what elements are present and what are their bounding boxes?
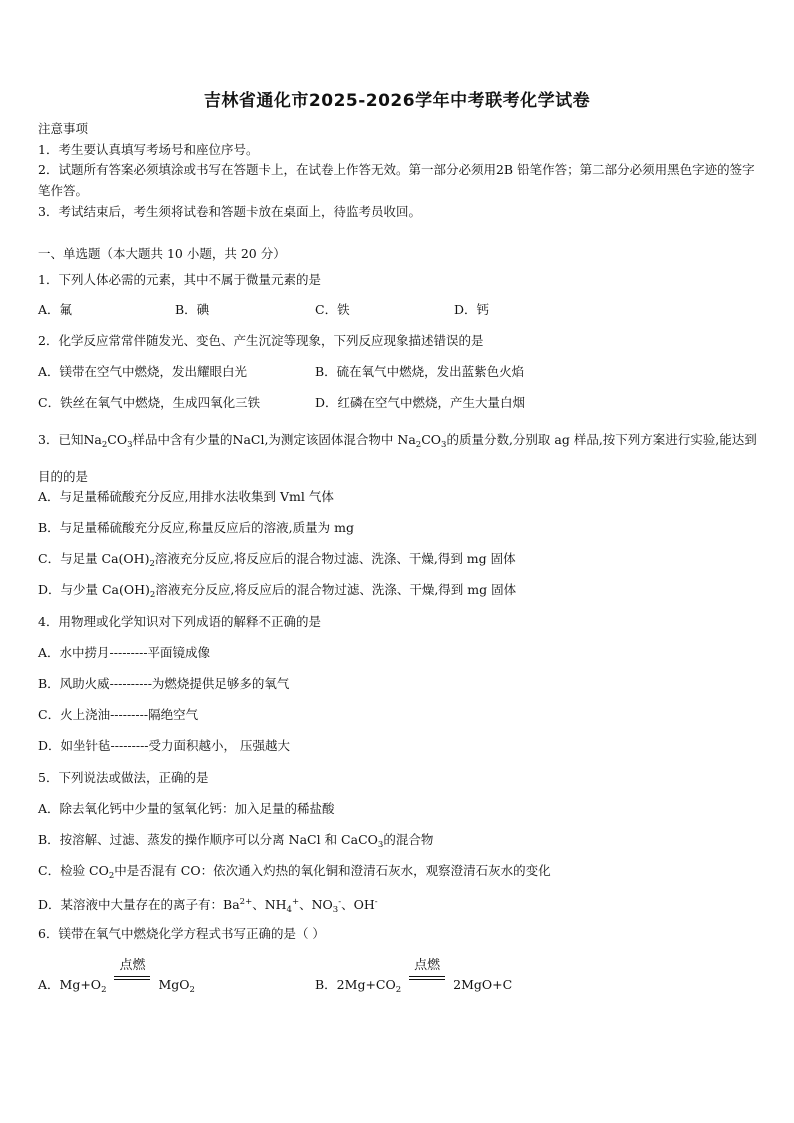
q2-option-d: D．红磷在空气中燃烧，产生大量白烟	[315, 395, 526, 410]
q6-option-b: B．$2Mg+CO_2$ 点燃 2MgO+C	[315, 958, 513, 995]
q1-option-b: B．碘	[175, 302, 210, 317]
q3-option-a: A．与足量稀硫酸充分反应,用排水法收集到 Vml 气体	[38, 489, 334, 504]
reaction-condition: 点燃	[407, 973, 447, 991]
notice-heading: 注意事项	[38, 121, 89, 136]
q5-option-a: A．除去氧化钙中少量的氢氧化钙：加入足量的稀盐酸	[38, 801, 335, 816]
q4-option-b: B．风助火威----------为燃烧提供足够多的氧气	[38, 676, 290, 691]
q2-option-a: A．镁带在空气中燃烧，发出耀眼白光	[38, 364, 248, 379]
q3-option-b: B．与足量稀硫酸充分反应,称量反应后的溶液,质量为 mg	[38, 520, 354, 535]
q3-stem: 3．已知$Na_2CO_3$样品中含有少量的NaCl,为测定该固体混合物中 $Na_2CO_3$的质量分数,分别取 ag 样品,按下列方案进行实验,能达到目的的是	[38, 432, 757, 484]
q4-option-c: C．火上浇油---------隔绝空气	[38, 707, 199, 722]
page-title: 吉林省通化市2025-2026学年中考联考化学试卷	[203, 91, 591, 111]
q6-option-a: A．$Mg+O_2$ 点燃 MgO$_2$	[38, 958, 195, 995]
q2-option-b: B．硫在氧气中燃烧，发出蓝紫色火焰	[315, 364, 525, 379]
q1-option-d: D．钙	[454, 302, 490, 317]
notice-item-2: 2．试题所有答案必须填涂或书写在答题卡上，在试卷上作答无效。第一部分必须用2B 铅笔作答；第二部分必须用黑色字迹的签字笔作答。	[38, 162, 755, 198]
q6-stem: 6．镁带在氧气中燃烧化学方程式书写正确的是（ ）	[38, 926, 325, 941]
notice-item-3: 3．考试结束后，考生须将试卷和答题卡放在桌面上，待监考员收回。	[38, 204, 421, 219]
q5-option-c: C．检验 $CO_2$中是否混有 CO：依次通入灼热的氧化铜和澄清石灰水，观察澄清石灰水的变化	[38, 863, 551, 881]
q1-stem: 1．下列人体必需的元素，其中不属于微量元素的是	[38, 272, 321, 287]
q4-option-a: A．水中捞月---------平面镜成像	[38, 645, 211, 660]
notice-item-1: 1．考生要认真填写考场号和座位序号。	[38, 142, 259, 157]
q1-option-a: A．氟	[38, 302, 73, 317]
section-heading: 一、单选题（本大题共 10 小题，共 20 分）	[38, 246, 286, 261]
q1-option-c: C．铁	[315, 302, 350, 317]
q5-stem: 5．下列说法或做法，正确的是	[38, 770, 209, 785]
q4-stem: 4．用物理或化学知识对下列成语的解释不正确的是	[38, 614, 321, 629]
q3-option-c: C．与足量 $Ca(OH)_2$溶液充分反应,将反应后的混合物过滤、洗涤、干燥,得到 mg 固体	[38, 551, 516, 569]
q5-option-b: B．按溶解、过滤、蒸发的操作顺序可以分离 NaCl 和 CaCO$_3$的混合物	[38, 832, 434, 850]
q5-option-d: D．某溶液中大量存在的离子有：$Ba^{2+}$、$NH_4^+$、$NO_3^-$、OH-	[38, 897, 378, 915]
q2-option-c: C．铁丝在氧气中燃烧，生成四氧化三铁	[38, 395, 261, 410]
reaction-condition: 点燃	[112, 973, 152, 991]
q3-option-d: D．与少量 $Ca(OH)_2$溶液充分反应,将反应后的混合物过滤、洗涤、干燥,得到 mg 固体	[38, 582, 517, 600]
q4-option-d: D．如坐针毡---------受力面积越小， 压强越大	[38, 738, 291, 753]
q2-stem: 2．化学反应常常伴随发光、变色、产生沉淀等现象，下列反应现象描述错误的是	[38, 333, 484, 348]
